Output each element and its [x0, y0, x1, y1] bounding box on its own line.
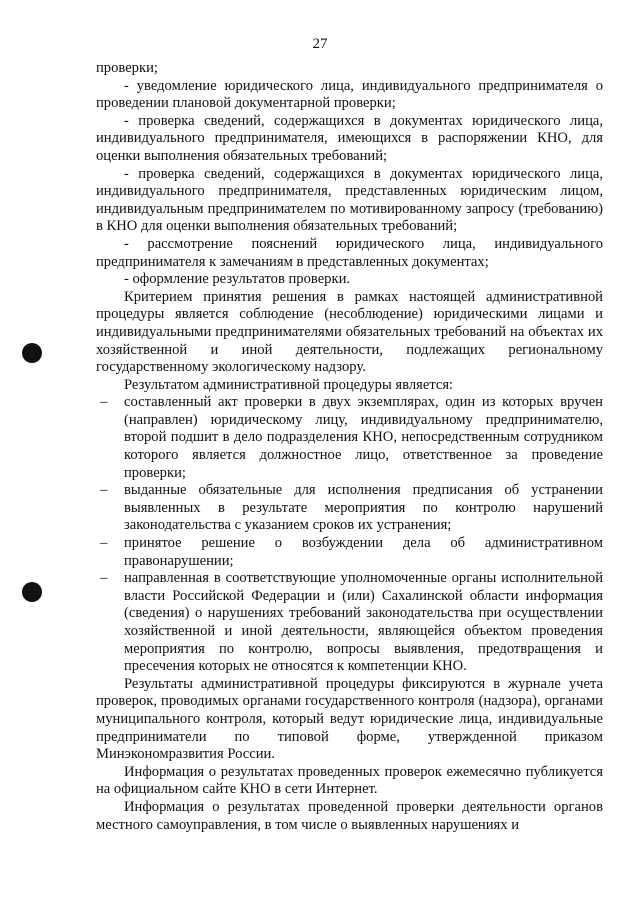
result-list — [96, 394, 603, 676]
list-item — [96, 535, 603, 570]
document-body — [96, 60, 603, 834]
criterion-paragraph: Критерием принятия решения в рамках настоящей административной процедуры является соблюдение (несоблюдение) юридическими лицами и индивидуальными предпринимателями обязательных требований на объектах их хозяйственной и иной деятельности, подлежащих региональному государственному экологическому надзору. — [96, 288, 603, 376]
publication-paragraph: Информация о результатах проведенных проверок ежемесячно публикуется на официальном сайте КНО в сети Интернет. — [96, 763, 603, 798]
punch-hole — [22, 343, 42, 363]
step-notification: - уведомление юридического лица, индивидуального предпринимателя о проведении плановой документарной проверки; — [96, 77, 603, 112]
list-item — [96, 482, 603, 535]
step-check-submitted-docs: - проверка сведений, содержащихся в документах юридического лица, индивидуального предпринимателя, представленных юридическим лицом, индивидуальным предпринимателем по мотивированному запросу (требованию) в КНО для оценки выполнения обязательных требований; — [96, 165, 603, 235]
punch-hole — [22, 582, 42, 602]
list-item-text: выданные обязательные для исполнения предписания об устранении выявленных в результате мероприятия по контролю нарушений законодательства с указанием сроков их устранения; — [124, 482, 603, 534]
continuation-line: проверки; — [96, 60, 158, 76]
step-review-explanations: - рассмотрение пояснений юридического лица, индивидуального предпринимателя к замечаниям в представленных документах; — [96, 235, 603, 270]
list-item-text: принятое решение о возбуждении дела об административном правонарушении; — [124, 535, 603, 569]
page-number: 27 — [312, 36, 328, 52]
list-item — [96, 394, 603, 482]
bullet-marker: – — [100, 394, 108, 411]
bullet-marker: – — [100, 535, 108, 552]
municipal-paragraph: Информация о результатах проведенной проверки деятельности органов местного самоуправления, в том числе о выявленных нарушениях и — [96, 798, 603, 833]
result-intro: Результатом административной процедуры является: — [124, 376, 454, 393]
step-check-held-docs: - проверка сведений, содержащихся в документах юридического лица, индивидуального предпринимателя, имеющихся в распоряжении КНО, для оценки выполнения обязательных требований; — [96, 112, 603, 164]
list-item-text: направленная в соответствующие уполномоченные органы исполнительной власти Российской Федерации и (или) Сахалинской области информация (сведения) о нарушениях требований законодательства при осуществлении хозяйственной и иной деятельности, являющейся объектом проведения мероприятия по контролю, вопросы выявления, предотвращения и пресечения которых не относятся к компетенции КНО. — [124, 570, 603, 675]
journal-paragraph: Результаты административной процедуры фиксируются в журнале учета проверок, проводимых органами государственного контроля (надзора), органами муниципального контроля, который ведут юридические лица, индивидуальные предприниматели по типовой форме, утвержденной приказом Минэкономразвития России. — [96, 675, 603, 763]
bullet-marker: – — [100, 570, 108, 587]
step-formalize-results: - оформление результатов проверки. — [124, 271, 351, 288]
list-item-text: составленный акт проверки в двух экземплярах, один из которых вручен (направлен) юридическому лицу, индивидуальному предпринимателю, второй подшит в дело подразделения КНО, непосредственным сотрудником которого является должностное лицо, ответственное за проведение проверки; — [124, 394, 603, 481]
bullet-marker: – — [100, 482, 108, 499]
list-item — [96, 570, 603, 676]
